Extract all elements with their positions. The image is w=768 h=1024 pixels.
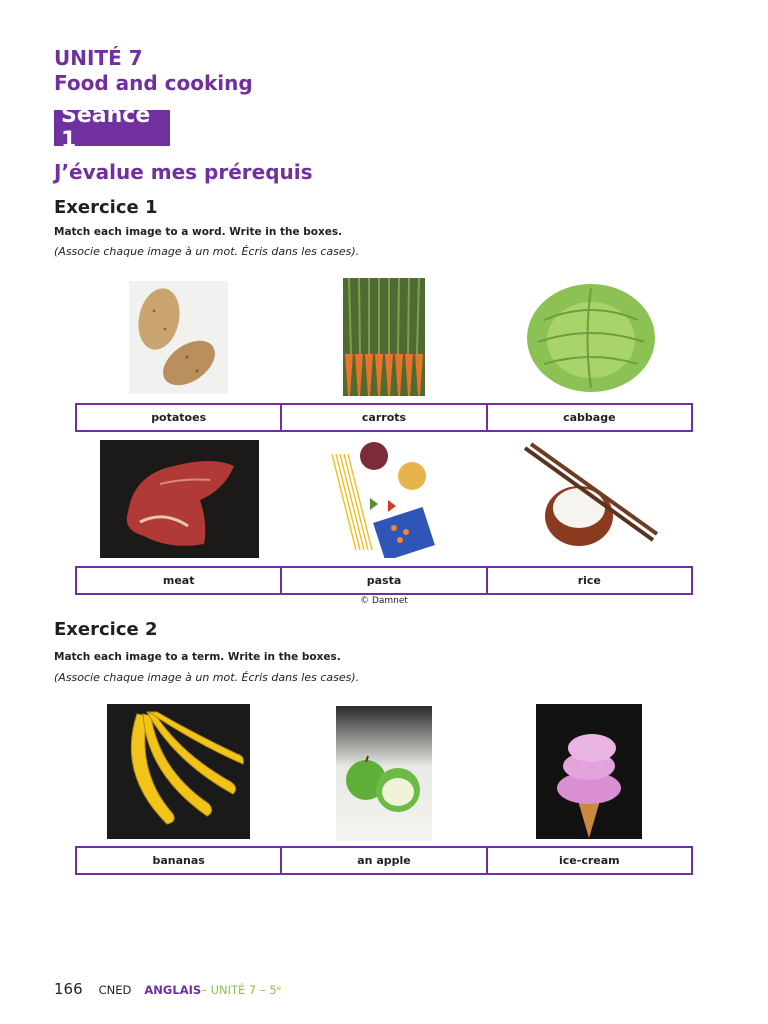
exercise-2-title: Exercice 2 bbox=[54, 619, 158, 640]
exercise-2-instruction: Match each image to a term. Write in the boxes. bbox=[54, 651, 341, 663]
apple-image bbox=[336, 706, 432, 841]
unit-title: Food and cooking bbox=[54, 71, 253, 95]
pasta-image bbox=[326, 440, 440, 558]
ice-cream-image bbox=[536, 704, 642, 839]
exercise-2-answer-row bbox=[75, 846, 693, 875]
footer-unit-level: – UNITÉ 7 – 5ᵉ bbox=[201, 983, 282, 997]
carrots-image bbox=[343, 278, 425, 396]
unit-number: UNITÉ 7 bbox=[54, 46, 143, 70]
image-credit: © Damnet bbox=[360, 596, 408, 606]
exercise-1-title: Exercice 1 bbox=[54, 197, 158, 218]
answer-box-potatoes[interactable]: potatoes bbox=[151, 411, 207, 424]
answer-box-bananas[interactable]: bananas bbox=[152, 854, 205, 867]
cabbage-image bbox=[524, 280, 658, 396]
potatoes-image bbox=[129, 281, 228, 394]
footer-org: CNED bbox=[98, 983, 132, 997]
exercise-1-answer-row-1 bbox=[75, 403, 693, 432]
session-tag: Séance 1 bbox=[54, 110, 170, 146]
rice-image bbox=[517, 440, 659, 558]
answer-box-ice-cream[interactable]: ice-cream bbox=[486, 848, 691, 873]
page-footer bbox=[54, 980, 281, 998]
page-number: 166 bbox=[54, 980, 83, 998]
section-heading: J’évalue mes prérequis bbox=[54, 160, 313, 184]
answer-box-pasta[interactable]: pasta bbox=[280, 568, 485, 593]
exercise-2-instruction-fr: (Associe chaque image à un mot. Écris dans les cases). bbox=[54, 671, 360, 684]
exercise-1-instruction-fr: (Associe chaque image à un mot. Écris dans les cases). bbox=[54, 245, 360, 258]
answer-box-apple[interactable]: an apple bbox=[280, 848, 485, 873]
answer-box-rice[interactable]: rice bbox=[486, 568, 691, 593]
meat-image bbox=[100, 440, 259, 558]
answer-box-carrots[interactable]: carrots bbox=[280, 405, 485, 430]
answer-box-cabbage[interactable]: cabbage bbox=[486, 405, 691, 430]
exercise-1-answer-row-2 bbox=[75, 566, 693, 595]
exercise-1-instruction: Match each image to a word. Write in the boxes. bbox=[54, 226, 343, 238]
answer-box-meat[interactable]: meat bbox=[162, 574, 195, 587]
bananas-image bbox=[107, 704, 250, 839]
footer-subject: ANGLAIS bbox=[144, 983, 202, 997]
